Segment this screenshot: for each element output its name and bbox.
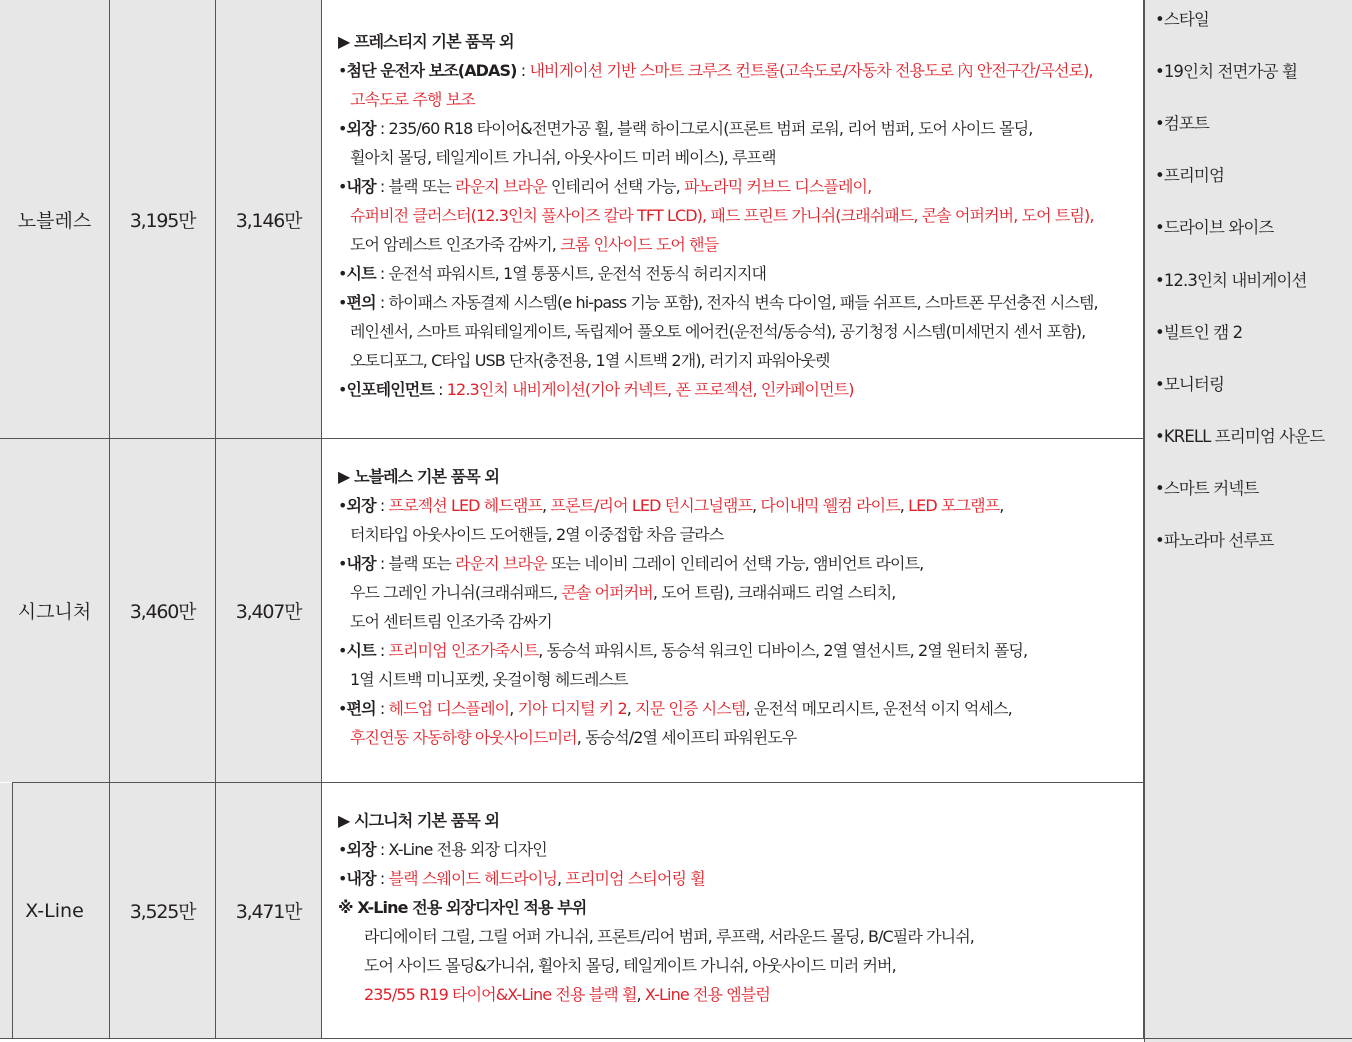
feature-highlight: 지문 인증 시스템 xyxy=(635,699,746,718)
feature-text: • xyxy=(338,264,347,283)
feature-text: • xyxy=(338,380,347,399)
feature-highlight: 라운지 브라운 xyxy=(455,554,547,573)
xline-left-border xyxy=(12,783,13,1038)
trim-features xyxy=(322,0,1144,438)
feature-text: • xyxy=(338,119,347,138)
feature-highlight: 기아 디지털 키 2 xyxy=(517,699,627,718)
feature-text: , xyxy=(752,496,761,515)
feature-text: 휠아치 몰딩, 테일게이트 가니쉬, 아웃사이드 미러 베이스), 루프랙 xyxy=(350,148,776,167)
feature-highlight: 파노라믹 커브드 디스플레이, xyxy=(684,177,872,196)
feature-text: : 블랙 또는 xyxy=(375,177,456,196)
feature-line xyxy=(338,723,1143,752)
feature-text: : 하이패스 자동결제 시스템(e hi-pass 기능 포함), 전자식 변속 다이얼, 패들 쉬프트, 스마트폰 무선충전 시스템, xyxy=(375,293,1098,312)
option-item: •12.3인치 내비게이션 xyxy=(1155,271,1307,290)
feature-text: , xyxy=(557,869,566,888)
feature-line xyxy=(338,201,1143,230)
feature-lines xyxy=(338,56,1143,404)
feature-text: 도어 사이드 몰딩&가니쉬, 휠아치 몰딩, 테일게이트 가니쉬, 아웃사이드 미러 커버, xyxy=(364,956,896,975)
feature-text: , 운전석 메모리시트, 운전석 이지 억세스, xyxy=(745,699,1012,718)
option-item: •컴포트 xyxy=(1155,114,1209,133)
price-standard: 3,195만 xyxy=(110,0,216,438)
features-heading: ▶ 시그니처 기본 품목 외 xyxy=(338,811,500,830)
feature-line xyxy=(338,578,1143,607)
feature-category: 시트 xyxy=(346,264,376,283)
trim-row-noblesse xyxy=(0,0,1144,438)
feature-highlight: 235/55 R19 타이어&X-Line 전용 블랙 휠 xyxy=(364,985,637,1004)
feature-text: : xyxy=(375,641,389,660)
table-bottom-border xyxy=(0,1038,1352,1039)
feature-text: , xyxy=(999,496,1004,515)
feature-text: • xyxy=(338,61,347,80)
feature-text: : X-Line 전용 외장 디자인 xyxy=(375,840,547,859)
feature-text: 오토디포그, C타입 USB 단자(충전용, 1열 시트백 2개), 러기지 파워아웃렛 xyxy=(350,351,830,370)
price-discounted: 3,146만 xyxy=(216,0,322,438)
feature-line xyxy=(338,491,1143,520)
feature-category: 외장 xyxy=(346,119,376,138)
feature-text: : xyxy=(375,699,389,718)
feature-line xyxy=(338,980,1143,1009)
feature-text: 우드 그레인 가니쉬(크래쉬패드, xyxy=(350,583,562,602)
trim-row-signature xyxy=(0,439,1144,782)
feature-highlight: 프론트/리어 LED 턴시그널램프 xyxy=(550,496,753,515)
feature-text: : xyxy=(375,869,389,888)
feature-line xyxy=(338,665,1143,694)
feature-highlight: 슈퍼비전 클러스터(12.3인치 풀사이즈 칼라 TFT LCD), 패드 프린트 가니쉬(크래쉬패드, 콘솔 어퍼커버, 도어 트림), xyxy=(350,206,1094,225)
trim-row-xline xyxy=(0,783,1144,1038)
feature-line xyxy=(338,636,1143,665)
feature-category: ※ X-Line 전용 외장디자인 적용 부위 xyxy=(338,898,587,917)
feature-text: • xyxy=(338,699,347,718)
feature-line xyxy=(338,694,1143,723)
feature-line xyxy=(338,85,1143,114)
option-item: •스타일 xyxy=(1155,10,1209,29)
feature-line xyxy=(338,375,1143,404)
feature-line xyxy=(338,114,1143,143)
option-item: •스마트 커넥트 xyxy=(1155,479,1259,498)
feature-highlight: 크롬 인사이드 도어 핸들 xyxy=(560,235,719,254)
price-standard: 3,525만 xyxy=(110,783,216,1038)
feature-category: 내장 xyxy=(346,869,376,888)
feature-highlight: 라운지 브라운 xyxy=(455,177,547,196)
feature-category: 내장 xyxy=(346,554,376,573)
feature-line xyxy=(338,230,1143,259)
feature-line xyxy=(338,922,1143,951)
feature-text: : 블랙 또는 xyxy=(375,554,456,573)
option-item: •드라이브 와이즈 xyxy=(1155,218,1274,237)
feature-highlight: 프리미엄 스티어링 휠 xyxy=(565,869,705,888)
feature-text: , xyxy=(626,699,636,718)
feature-lines xyxy=(338,835,1143,1009)
trim-name: 시그니처 xyxy=(0,439,110,782)
feature-text: , xyxy=(509,699,518,718)
option-package-list xyxy=(1144,0,1352,1042)
feature-line xyxy=(338,346,1143,375)
feature-highlight: 다이내믹 웰컴 라이트 xyxy=(760,496,900,515)
feature-text: , 동승석/2열 세이프티 파워윈도우 xyxy=(576,728,797,747)
price-standard: 3,460만 xyxy=(110,439,216,782)
trim-features xyxy=(322,439,1144,782)
feature-highlight: 콘솔 어퍼커버 xyxy=(561,583,653,602)
feature-text: : xyxy=(516,61,530,80)
option-item: •프리미엄 xyxy=(1155,166,1224,185)
feature-line xyxy=(338,143,1143,172)
feature-category: 외장 xyxy=(346,840,376,859)
feature-text: , xyxy=(636,985,645,1004)
feature-text: , xyxy=(542,496,551,515)
feature-text: , xyxy=(899,496,909,515)
feature-text: 도어 암레스트 인조가죽 감싸기, xyxy=(350,235,561,254)
feature-highlight: X-Line 전용 엠블럼 xyxy=(644,985,770,1004)
feature-text: 1열 시트백 미니포켓, 옷걸이형 헤드레스트 xyxy=(350,670,628,689)
feature-category: 첨단 운전자 보조(ADAS) xyxy=(346,61,517,80)
feature-category: 내장 xyxy=(346,177,376,196)
feature-text: 터치타입 아웃사이드 도어핸들, 2열 이중접합 차음 글라스 xyxy=(350,525,724,544)
option-item: •모니터링 xyxy=(1155,375,1224,394)
option-item: •KRELL 프리미엄 사운드 xyxy=(1155,427,1325,446)
feature-text: • xyxy=(338,641,347,660)
feature-category: 인포테인먼트 xyxy=(346,380,434,399)
feature-line xyxy=(338,893,1143,922)
feature-highlight: 내비게이션 기반 스마트 크루즈 컨트롤(고속도로/자동차 전용도로 內 안전구간/곡선로), xyxy=(529,61,1093,80)
feature-line xyxy=(338,951,1143,980)
feature-category: 시트 xyxy=(346,641,376,660)
feature-text: 레인센서, 스마트 파워테일게이트, 독립제어 풀오토 에어컨(운전석/동승석), 공기청정 시스템(미세먼지 센서 포함), xyxy=(350,322,1086,341)
feature-lines xyxy=(338,491,1143,752)
feature-line xyxy=(338,520,1143,549)
feature-category: 편의 xyxy=(346,699,376,718)
trim-features xyxy=(322,783,1144,1038)
feature-category: 외장 xyxy=(346,496,376,515)
option-item: •빌트인 캠 2 xyxy=(1155,323,1243,342)
feature-text: , 도어 트림), 크래쉬패드 리얼 스티치, xyxy=(652,583,896,602)
trim-name: X-Line xyxy=(0,783,110,1038)
features-heading: ▶ 노블레스 기본 품목 외 xyxy=(338,467,500,486)
feature-text: 라디에이터 그릴, 그릴 어퍼 가니쉬, 프론트/리어 범퍼, 루프랙, 서라운드 몰딩, B/C필라 가니쉬, xyxy=(364,927,974,946)
option-item: •파노라마 선루프 xyxy=(1155,531,1274,550)
feature-text: : 235/60 R18 타이어&전면가공 휠, 블랙 하이그로시(프론트 범퍼 로워, 리어 범퍼, 도어 사이드 몰딩, xyxy=(375,119,1033,138)
feature-highlight: 프리미엄 인조가죽시트 xyxy=(388,641,539,660)
feature-text: : xyxy=(375,496,389,515)
feature-line xyxy=(338,607,1143,636)
feature-highlight: 프로젝션 LED 헤드램프 xyxy=(388,496,543,515)
feature-text: • xyxy=(338,177,347,196)
feature-text: • xyxy=(338,840,347,859)
feature-line xyxy=(338,864,1143,893)
price-discounted: 3,471만 xyxy=(216,783,322,1038)
price-discounted: 3,407만 xyxy=(216,439,322,782)
feature-text: • xyxy=(338,554,347,573)
feature-line xyxy=(338,317,1143,346)
feature-highlight: 고속도로 주행 보조 xyxy=(350,90,475,109)
feature-highlight: 후진연동 자동하향 아웃사이드미러 xyxy=(350,728,577,747)
feature-text: 또는 네이비 그레이 인테리어 선택 가능, 앰비언트 라이트, xyxy=(546,554,924,573)
feature-highlight: 헤드업 디스플레이 xyxy=(388,699,510,718)
feature-line xyxy=(338,835,1143,864)
feature-line xyxy=(338,549,1143,578)
feature-line xyxy=(338,56,1143,85)
feature-text: • xyxy=(338,869,347,888)
feature-highlight: 12.3인치 내비게이션(기아 커넥트, 폰 프로젝션, 인카페이먼트) xyxy=(446,380,854,399)
option-item: •19인치 전면가공 휠 xyxy=(1155,62,1297,81)
feature-text: : 운전석 파워시트, 1열 통풍시트, 운전석 전동식 허리지지대 xyxy=(375,264,767,283)
features-heading: ▶ 프레스티지 기본 품목 외 xyxy=(338,32,514,51)
feature-highlight: LED 포그램프 xyxy=(908,496,1000,515)
feature-line xyxy=(338,288,1143,317)
feature-category: 편의 xyxy=(346,293,376,312)
feature-text: , 동승석 파워시트, 동승석 워크인 디바이스, 2열 열선시트, 2열 원터치 폴딩, xyxy=(538,641,1028,660)
feature-line xyxy=(338,259,1143,288)
feature-text: 도어 센터트림 인조가죽 감싸기 xyxy=(350,612,552,631)
feature-text: 인테리어 선택 가능, xyxy=(546,177,685,196)
feature-highlight: 블랙 스웨이드 헤드라이닝 xyxy=(388,869,558,888)
feature-text: • xyxy=(338,293,347,312)
feature-text: : xyxy=(433,380,447,399)
feature-line xyxy=(338,172,1143,201)
feature-text: • xyxy=(338,496,347,515)
trim-name: 노블레스 xyxy=(0,0,110,438)
